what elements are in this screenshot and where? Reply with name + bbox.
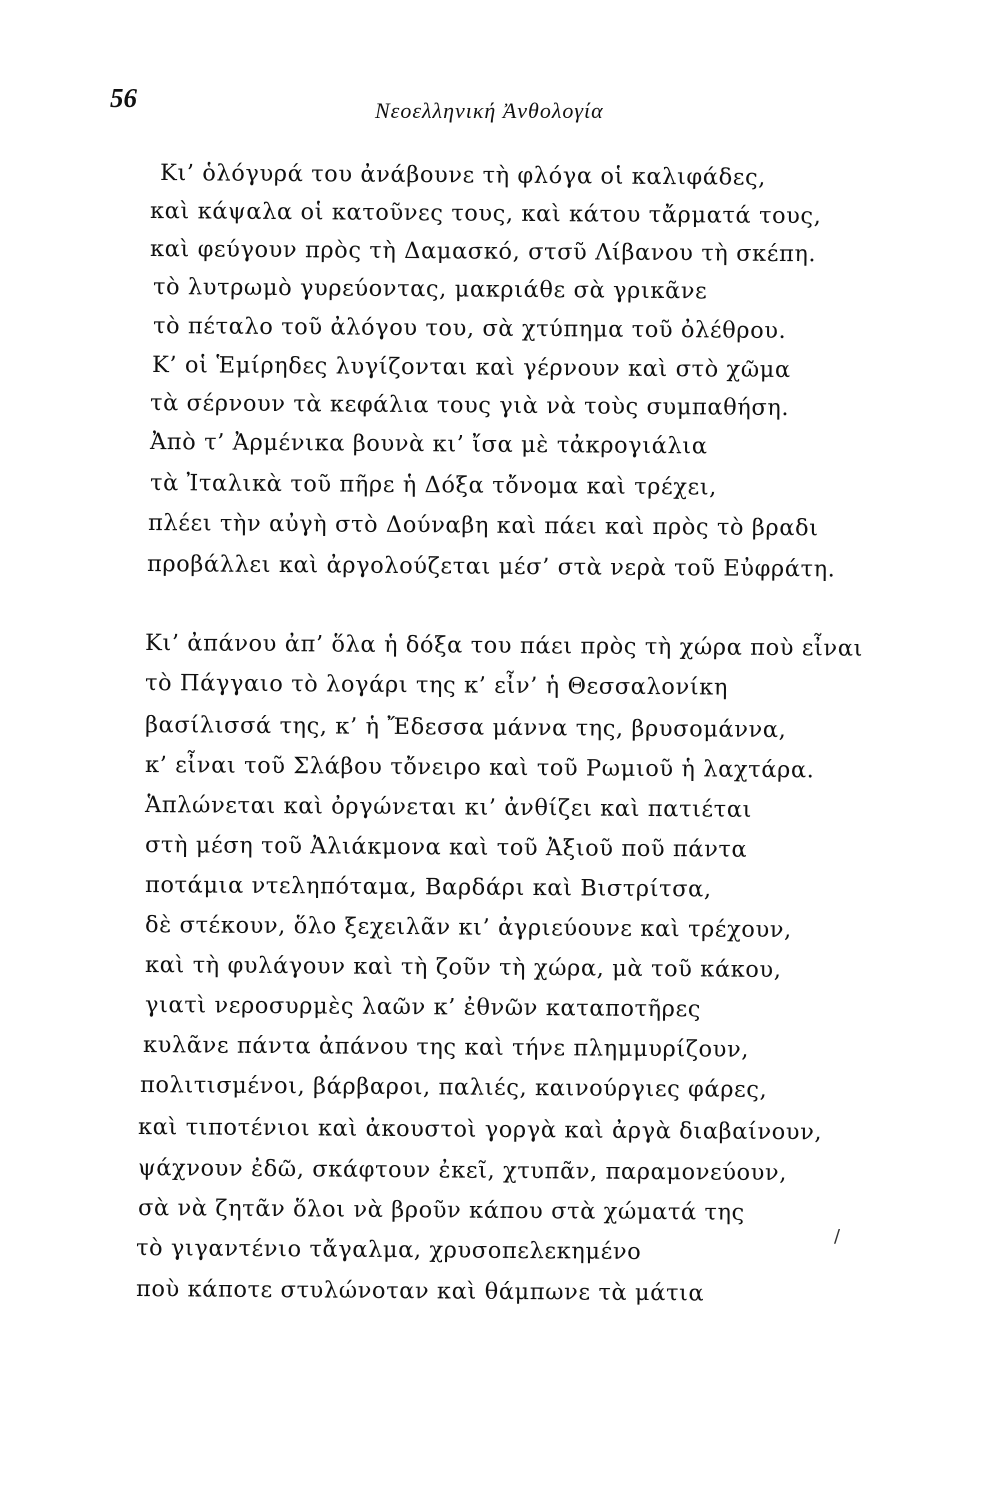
poem-line: τὰ Ἰταλικὰ τοῦ πῆρε ἡ Δόξα τὄνομα καὶ τρέχει, (149, 470, 718, 501)
poem-line: Κι’ ὁλόγυρά του ἀνάβουνε τὴ φλόγα οἱ καλιφάδες, (159, 160, 767, 191)
poem-line: κ’ εἶναι τοῦ Σλάβου τὄνειρο καὶ τοῦ Ρωμιοῦ ἡ λαχτάρα. (144, 752, 815, 784)
margin-mark: / (834, 1226, 841, 1247)
poem-line: γιατὶ νεροσυρμὲς λαῶν κ’ ἐθνῶν καταποτῆρες (144, 992, 702, 1023)
running-head: Νεοελληνική Ἀνθολογία (375, 98, 604, 123)
poem-line: στὴ μέση τοῦ Ἀλιάκμονα καὶ τοῦ Ἀξιοῦ ποῦ πάντα (144, 832, 748, 863)
poem-line: τὸ Πάγγαιο τὸ λογάρι της κ’ εἶν’ ἡ Θεσσαλονίκη (144, 670, 729, 701)
poem-line: ποὺ κάποτε στυλώνοταν καὶ θάμπωνε τὰ μάτια (135, 1276, 705, 1307)
page-number: 56 (110, 83, 137, 113)
poem-line: πολιτισμένοι, βάρβαροι, παλιές, καινούργιες φάρες, (139, 1072, 768, 1103)
poem-line: δὲ στέκουν, ὅλο ξεχειλᾶν κι’ ἀγριεύουνε καὶ τρέχουν, (144, 912, 792, 944)
poem-line: πλέει τὴν αὐγὴ στὸ Δούναβη καὶ πάει καὶ πρὸς τὸ βραδι (147, 510, 819, 542)
poem-line: καὶ κάψαλα οἱ κατοῦνες τους, καὶ κάτου τἄρματά τους, (149, 198, 822, 230)
poem-line: τὸ γιγαντένιο τἄγαλμα, χρυσοπελεκημένο (135, 1235, 642, 1265)
poem-line: βασίλισσά της, κ’ ἡ Ἔδεσσα μάννα της, βρυσομάννα, (144, 712, 787, 744)
poem-line: καὶ φεύγουν πρὸς τὴ Δαμασκό, στσῦ Λίβανου τὴ σκέπη. (149, 236, 817, 268)
poem-line: ποτάμια ντεληπόταμα, Βαρδάρι καὶ Βιστρίτσα, (144, 872, 712, 903)
poem-line: προβάλλει καὶ ἀργολούζεται μέσ’ στὰ νερὰ τοῦ Εὐφράτη. (146, 551, 836, 583)
poem-line: καὶ τὴ φυλάγουν καὶ τὴ ζοῦν τὴ χώρα, μὰ τοῦ κάκου, (144, 952, 782, 983)
poem-line: Ἁπλώνεται καὶ ὀργώνεται κι’ ἀνθίζει καὶ πατιέται (144, 792, 753, 823)
poem-line: Κι’ ἀπάνου ἀπ’ ὅλα ἡ δόξα του πάει πρὸς τὴ χώρα ποὺ εἶναι (144, 630, 864, 662)
poem-line: κυλᾶνε πάντα ἀπάνου της καὶ τήνε πλημμυρίζουν, (142, 1032, 750, 1063)
poem-line: Κ’ οἱ Ἑμίρηδες λυγίζονται καὶ γέρνουν καὶ στὸ χῶμα (151, 352, 791, 384)
poem-line: Ἀπὸ τ’ Ἀρμένικα βουνὰ κι’ ἴσα μὲ τἀκρογιάλια (149, 429, 708, 460)
poem-line: τὰ σέρνουν τὰ κεφάλια τους γιὰ νὰ τοὺς συμπαθήση. (149, 390, 790, 422)
poem-line: ψάχνουν ἐδῶ, σκάφτουν ἐκεῖ, χτυπᾶν, παραμονεύουν, (137, 1155, 788, 1187)
poem-line: καὶ τιποτένιοι καὶ ἀκουστοὶ γοργὰ καὶ ἀργὰ διαβαίνουν, (137, 1114, 823, 1146)
poem-line: τὸ πέταλο τοῦ ἀλόγου του, σὰ χτύπημα τοῦ ὀλέθρου. (152, 313, 787, 344)
poem-line: τὸ λυτρωμὸ γυρεύοντας, μακριάθε σὰ γρικᾶνε (152, 274, 708, 305)
poem-line: σὰ νὰ ζητᾶν ὅλοι νὰ βροῦν κάπου στὰ χώματά της (137, 1195, 745, 1226)
